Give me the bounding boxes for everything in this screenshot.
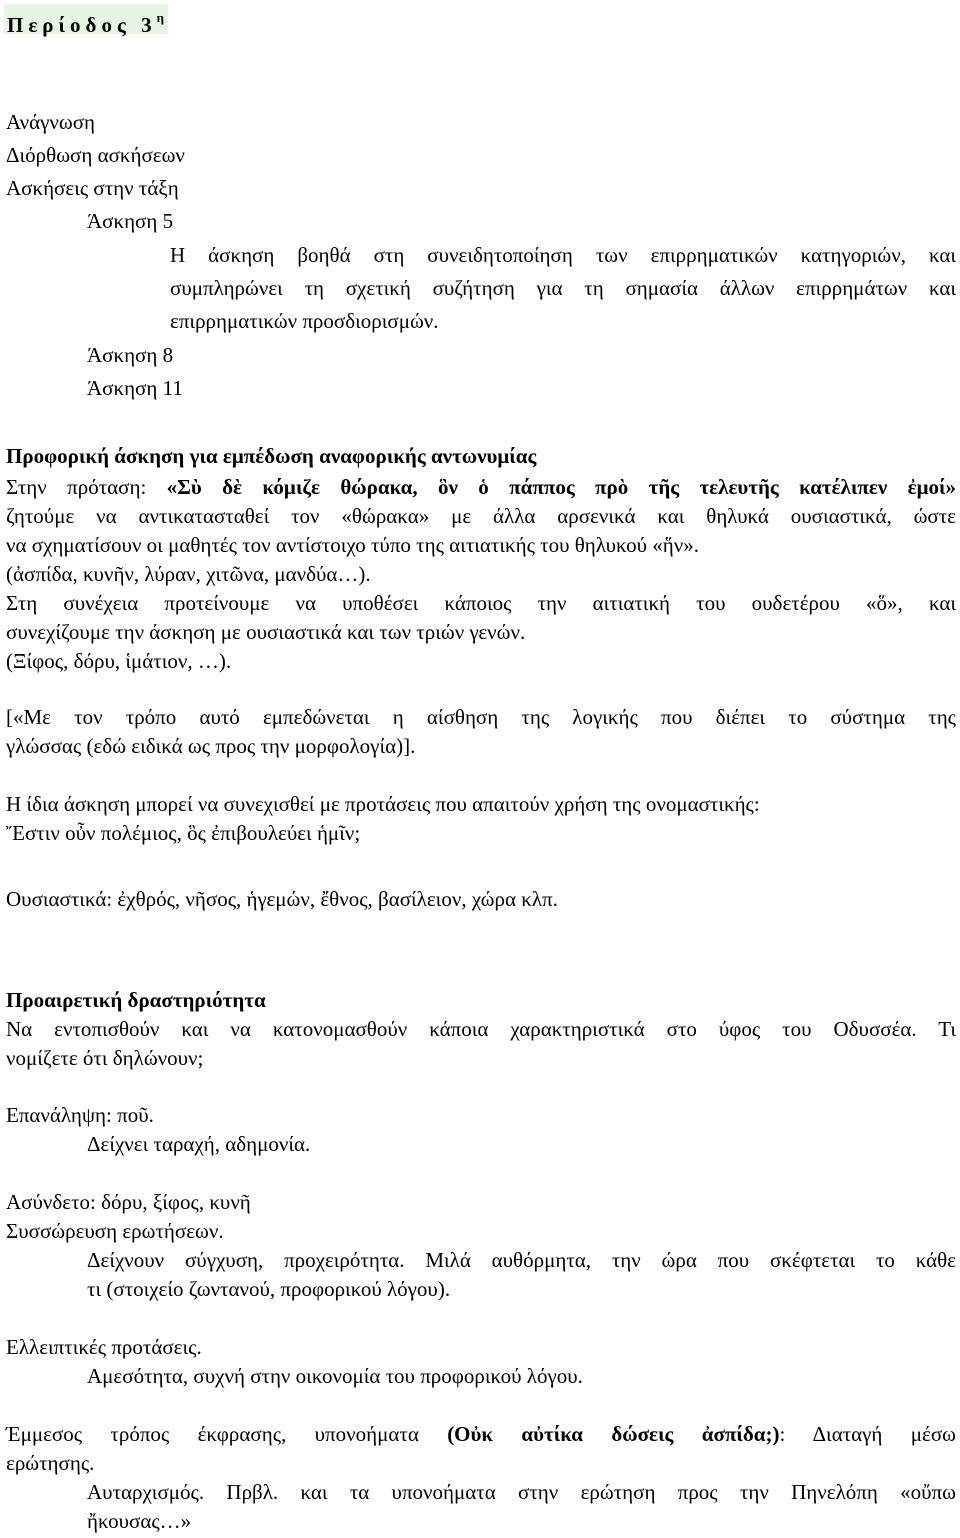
- repetition-label: Επανάληψη: ποῦ.: [6, 1103, 154, 1127]
- oral-exercise-heading: Προφορική άσκηση για εμπέδωση αναφορικής αντωνυμίας: [6, 444, 537, 468]
- exercise-5-description-line-3: επιρρηματικών προσδιορισμών.: [170, 309, 439, 333]
- session-title-superscript: η: [156, 10, 164, 25]
- oral-paragraph-1-line-2: ζητούμε να αντικατασταθεί τον «θώρακα» με άλλα αρσενικά και θηλυκά ουσιαστικά, ώστε: [6, 504, 956, 528]
- oral-paragraph-3-line-1: [«Με τον τρόπο αυτό εμπεδώνεται η αίσθηση της λογικής που διέπει το σύστημα της: [6, 705, 956, 729]
- repetition-description: Δείχνει ταραχή, αδημονία.: [87, 1132, 311, 1156]
- outline-correction: Διόρθωση ασκήσεων: [6, 143, 185, 167]
- oral-paragraph-4-line-2: Ἔστιν οὖν πολέμιος, ὃς ἐπιβουλεύει ἡμῖν;: [6, 821, 361, 845]
- elliptical-description: Αμεσότητα, συχνή στην οικονομία του προφορικού λόγου.: [87, 1364, 583, 1388]
- indirect-expression-line-2: ερώτησης.: [6, 1451, 95, 1475]
- outline-class-exercises: Ασκήσεις στην τάξη: [6, 176, 179, 200]
- optional-activity-heading: Προαιρετική δραστηριότητα: [6, 988, 266, 1012]
- outline-exercise-5: Άσκηση 5: [87, 209, 174, 233]
- autarky-line-1: Αυταρχισμός. Πρβλ. και τα υπονοήματα στην ερώτηση προς την Πηνελόπη «οὔπω: [87, 1480, 956, 1504]
- asyndeton-label: Ασύνδετο: δόρυ, ξίφος, κυνῆ: [6, 1190, 251, 1214]
- questions-label: Συσσώρευση ερωτήσεων.: [6, 1219, 224, 1243]
- session-title: [4, 4, 168, 37]
- outline-exercise-8: Άσκηση 8: [87, 343, 174, 367]
- oral-paragraph-2-line-1: Στη συνέχεια προτείνουμε να υποθέσει κάποιος την αιτιατική του ουδετέρου «ὅ», και: [6, 591, 956, 615]
- exercise-5-description-line-1: Η άσκηση βοηθά στη συνειδητοποίηση των επιρρηματικών κατηγοριών, και: [170, 243, 956, 267]
- oral-paragraph-2-line-2: συνεχίζουμε την άσκηση με ουσιαστικά και των τριών γενών.: [6, 620, 526, 644]
- indirect-expression-greek: (Οὐκ αὐτίκα δώσεις ἀσπίδα;): [447, 1422, 780, 1446]
- questions-description-line-1: Δείχνουν σύγχυση, προχειρότητα. Μιλά αυθόρμητα, την ώρα που σκέφτεται το κάθε: [87, 1248, 956, 1272]
- outline-exercise-11: Άσκηση 11: [87, 376, 183, 400]
- oral-paragraph-1-line-3: να σχηματίσουν οι μαθητές τον αντίστοιχο τύπο της αιτιατικής του θηλυκού «ἥν».: [6, 533, 699, 557]
- outline-reading: Ανάγνωση: [6, 110, 96, 134]
- oral-paragraph-1-line-4: (ἀσπίδα, κυνῆν, λύραν, χιτῶνα, μανδύα…).: [6, 562, 371, 586]
- indirect-expression-suffix: : Διαταγή μέσω: [779, 1422, 956, 1446]
- autarky-line-2: ἤκουσας…»: [87, 1509, 192, 1533]
- session-title-text: Περίοδος 3: [7, 13, 157, 37]
- nouns-list: Ουσιαστικά: ἐχθρός, νῆσος, ἡγεμών, ἔθνος, βασίλειον, χώρα κλπ.: [6, 887, 558, 911]
- oral-paragraph-3-line-2: γλώσσας (εδώ ειδικά ως προς την μορφολογία)].: [6, 734, 416, 758]
- oral-paragraph-1-prefix: Στην πρόταση:: [6, 475, 167, 499]
- oral-paragraph-4-line-1: Η ίδια άσκηση μπορεί να συνεχισθεί με προτάσεις που απαιτούν χρήση της ονομαστικής:: [6, 792, 760, 816]
- oral-paragraph-1-quote: «Σὺ δὲ κόμιζε θώρακα, ὃν ὁ πάππος πρὸ τῆς τελευτῆς κατέλιπεν ἐμοί»: [166, 475, 956, 499]
- indirect-expression-line-1: [6, 1418, 956, 1451]
- optional-intro-line-1: Να εντοπισθούν και να κατονομασθούν κάποια χαρακτηριστικά στο ύφος του Οδυσσέα. Τι: [6, 1017, 956, 1041]
- indirect-expression-prefix: Έμμεσος τρόπος έκφρασης, υπονοήματα: [6, 1422, 448, 1446]
- optional-intro-line-2: νομίζετε ότι δηλώνουν;: [6, 1046, 204, 1070]
- exercise-5-description-line-2: συμπληρώνει τη σχετική συζήτηση για τη σημασία άλλων επιρρημάτων και: [170, 276, 956, 300]
- questions-description-line-2: τι (στοιχείο ζωντανού, προφορικού λόγου).: [87, 1277, 451, 1301]
- elliptical-label: Ελλειπτικές προτάσεις.: [6, 1335, 202, 1359]
- oral-paragraph-2-line-3: (Ξίφος, δόρυ, ἱμάτιον, …).: [6, 649, 232, 673]
